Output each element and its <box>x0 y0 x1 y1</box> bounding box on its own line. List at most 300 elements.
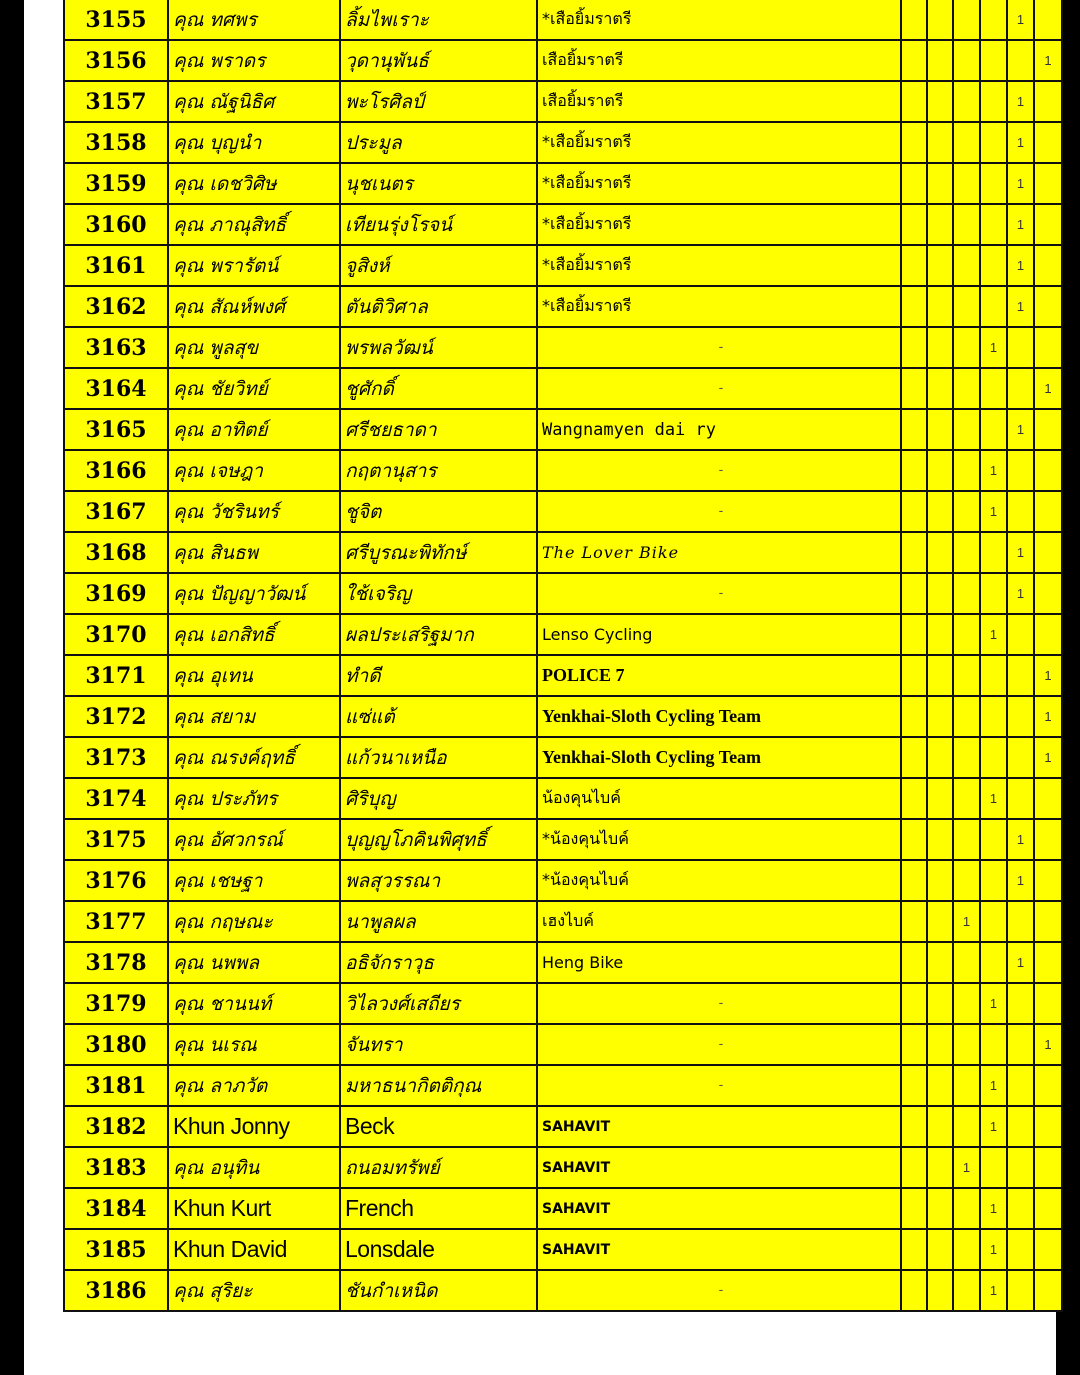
team-name: - <box>537 327 901 368</box>
category-mark-2 <box>953 0 980 40</box>
table-row <box>64 1270 1062 1311</box>
bib-number: 3179 <box>64 983 168 1024</box>
category-mark-3 <box>980 0 1007 40</box>
category-mark-0 <box>901 491 927 532</box>
table-row <box>64 983 1062 1024</box>
category-mark-2 <box>953 1065 980 1106</box>
category-mark-5: 1 <box>1034 40 1062 81</box>
bib-number: 3158 <box>64 122 168 163</box>
last-name: เทียนรุ่งโรจน์ <box>340 204 537 245</box>
category-mark-0 <box>901 901 927 942</box>
category-mark-5: 1 <box>1034 696 1062 737</box>
last-name: ชูศักดิ์ <box>340 368 537 409</box>
first-name: คุณ ทศพร <box>168 0 340 40</box>
team-name: - <box>537 573 901 614</box>
table-row <box>64 368 1062 409</box>
category-mark-4 <box>1007 450 1034 491</box>
category-mark-5 <box>1034 901 1062 942</box>
category-mark-0 <box>901 655 927 696</box>
category-mark-3 <box>980 204 1007 245</box>
first-name: คุณ สยาม <box>168 696 340 737</box>
category-mark-5 <box>1034 1065 1062 1106</box>
category-mark-4 <box>1007 327 1034 368</box>
team-name: *น้องคุนไบค์ <box>537 819 901 860</box>
category-mark-0 <box>901 122 927 163</box>
table-row <box>64 450 1062 491</box>
bib-number: 3182 <box>64 1106 168 1147</box>
category-mark-2 <box>953 491 980 532</box>
category-mark-4: 1 <box>1007 122 1034 163</box>
category-mark-1 <box>927 778 953 819</box>
category-mark-2 <box>953 655 980 696</box>
category-mark-4 <box>1007 1188 1034 1229</box>
category-mark-1 <box>927 327 953 368</box>
category-mark-1 <box>927 614 953 655</box>
team-name: *เสือยิ้มราตรี <box>537 286 901 327</box>
table-row <box>64 1024 1062 1065</box>
first-name: Khun David <box>168 1229 340 1270</box>
bib-number: 3162 <box>64 286 168 327</box>
last-name: Lonsdale <box>340 1229 537 1270</box>
table-row <box>64 901 1062 942</box>
category-mark-2 <box>953 1106 980 1147</box>
first-name: คุณ สินธพ <box>168 532 340 573</box>
category-mark-2 <box>953 204 980 245</box>
category-mark-5: 1 <box>1034 655 1062 696</box>
category-mark-4 <box>1007 1065 1034 1106</box>
table-row <box>64 491 1062 532</box>
bib-number: 3160 <box>64 204 168 245</box>
category-mark-2 <box>953 286 980 327</box>
team-name: - <box>537 450 901 491</box>
category-mark-4 <box>1007 40 1034 81</box>
category-mark-0 <box>901 942 927 983</box>
category-mark-3 <box>980 1024 1007 1065</box>
category-mark-3 <box>980 368 1007 409</box>
first-name: คุณ อุเทน <box>168 655 340 696</box>
category-mark-5: 1 <box>1034 1024 1062 1065</box>
category-mark-4: 1 <box>1007 819 1034 860</box>
category-mark-3 <box>980 163 1007 204</box>
category-mark-4: 1 <box>1007 204 1034 245</box>
first-name: คุณ ชัยวิทย์ <box>168 368 340 409</box>
category-mark-3 <box>980 81 1007 122</box>
table-row <box>64 327 1062 368</box>
category-mark-3 <box>980 573 1007 614</box>
bib-number: 3169 <box>64 573 168 614</box>
last-name: ชูจิต <box>340 491 537 532</box>
last-name: จันทรา <box>340 1024 537 1065</box>
first-name: คุณ ภาณุสิทธิ์ <box>168 204 340 245</box>
category-mark-5 <box>1034 245 1062 286</box>
first-name: คุณ สัณห์พงศ์ <box>168 286 340 327</box>
category-mark-5: 1 <box>1034 737 1062 778</box>
team-name: - <box>537 491 901 532</box>
category-mark-1 <box>927 1065 953 1106</box>
category-mark-1 <box>927 655 953 696</box>
last-name: ชันกำเหนิด <box>340 1270 537 1311</box>
category-mark-3 <box>980 737 1007 778</box>
last-name: จูสิงห์ <box>340 245 537 286</box>
last-name: ประมูล <box>340 122 537 163</box>
category-mark-0 <box>901 778 927 819</box>
category-mark-4 <box>1007 737 1034 778</box>
participant-table <box>63 0 1063 1312</box>
category-mark-2 <box>953 1188 980 1229</box>
category-mark-3 <box>980 1147 1007 1188</box>
first-name: คุณ ปัญญาวัฒน์ <box>168 573 340 614</box>
category-mark-5 <box>1034 860 1062 901</box>
team-name: *น้องคุนไบค์ <box>537 860 901 901</box>
category-mark-2 <box>953 1270 980 1311</box>
category-mark-1 <box>927 819 953 860</box>
first-name: คุณ พูลสุข <box>168 327 340 368</box>
table-row <box>64 409 1062 450</box>
category-mark-4: 1 <box>1007 81 1034 122</box>
first-name: คุณ ณัฐนิธิศ <box>168 81 340 122</box>
category-mark-2 <box>953 532 980 573</box>
first-name: คุณ ลาภวัต <box>168 1065 340 1106</box>
bib-number: 3178 <box>64 942 168 983</box>
category-mark-5 <box>1034 778 1062 819</box>
table-row <box>64 778 1062 819</box>
bib-number: 3164 <box>64 368 168 409</box>
bib-number: 3181 <box>64 1065 168 1106</box>
bib-number: 3177 <box>64 901 168 942</box>
category-mark-3 <box>980 40 1007 81</box>
bib-number: 3174 <box>64 778 168 819</box>
bib-number: 3165 <box>64 409 168 450</box>
last-name: อธิจักราวุธ <box>340 942 537 983</box>
category-mark-1 <box>927 409 953 450</box>
last-name: แซ่แต้ <box>340 696 537 737</box>
category-mark-4: 1 <box>1007 860 1034 901</box>
first-name: คุณ เจษฎา <box>168 450 340 491</box>
bib-number: 3176 <box>64 860 168 901</box>
category-mark-1 <box>927 1270 953 1311</box>
category-mark-0 <box>901 81 927 122</box>
category-mark-1 <box>927 368 953 409</box>
team-name: *เสือยิ้มราตรี <box>537 245 901 286</box>
category-mark-3 <box>980 696 1007 737</box>
last-name: แก้วนาเหนือ <box>340 737 537 778</box>
table-row <box>64 942 1062 983</box>
category-mark-0 <box>901 1147 927 1188</box>
category-mark-0 <box>901 819 927 860</box>
bib-number: 3186 <box>64 1270 168 1311</box>
table-row <box>64 204 1062 245</box>
category-mark-3 <box>980 860 1007 901</box>
category-mark-3: 1 <box>980 327 1007 368</box>
category-mark-4 <box>1007 1147 1034 1188</box>
category-mark-0 <box>901 204 927 245</box>
category-mark-0 <box>901 573 927 614</box>
category-mark-1 <box>927 942 953 983</box>
first-name: คุณ ประภัทร <box>168 778 340 819</box>
first-name: คุณ เอกสิทธิ์ <box>168 614 340 655</box>
team-name: - <box>537 368 901 409</box>
category-mark-2 <box>953 778 980 819</box>
category-mark-5 <box>1034 409 1062 450</box>
last-name: วุดานุพันธ์ <box>340 40 537 81</box>
bib-number: 3183 <box>64 1147 168 1188</box>
category-mark-4: 1 <box>1007 573 1034 614</box>
first-name: Khun Kurt <box>168 1188 340 1229</box>
category-mark-0 <box>901 532 927 573</box>
category-mark-0 <box>901 327 927 368</box>
category-mark-0 <box>901 614 927 655</box>
category-mark-3: 1 <box>980 1270 1007 1311</box>
category-mark-3: 1 <box>980 1188 1007 1229</box>
category-mark-0 <box>901 450 927 491</box>
table-row <box>64 81 1062 122</box>
category-mark-1 <box>927 573 953 614</box>
category-mark-0 <box>901 368 927 409</box>
category-mark-5 <box>1034 614 1062 655</box>
category-mark-2 <box>953 1229 980 1270</box>
category-mark-0 <box>901 163 927 204</box>
category-mark-0 <box>901 286 927 327</box>
category-mark-1 <box>927 204 953 245</box>
category-mark-1 <box>927 1188 953 1229</box>
team-name: น้องคุนไบค์ <box>537 778 901 819</box>
category-mark-0 <box>901 696 927 737</box>
team-name: - <box>537 1065 901 1106</box>
last-name: Beck <box>340 1106 537 1147</box>
category-mark-5 <box>1034 286 1062 327</box>
team-name: SAHAVIT <box>537 1147 901 1188</box>
category-mark-4: 1 <box>1007 532 1034 573</box>
bib-number: 3166 <box>64 450 168 491</box>
first-name: คุณ บุญนำ <box>168 122 340 163</box>
category-mark-2 <box>953 1024 980 1065</box>
category-mark-3 <box>980 819 1007 860</box>
category-mark-2 <box>953 122 980 163</box>
last-name: ตันติวิศาล <box>340 286 537 327</box>
last-name: นุชเนตร <box>340 163 537 204</box>
table-row <box>64 819 1062 860</box>
last-name: มหาธนากิตติกุณ <box>340 1065 537 1106</box>
category-mark-5 <box>1034 1106 1062 1147</box>
category-mark-5 <box>1034 450 1062 491</box>
category-mark-2 <box>953 942 980 983</box>
table-row <box>64 0 1062 40</box>
category-mark-0 <box>901 40 927 81</box>
first-name: คุณ อัศวกรณ์ <box>168 819 340 860</box>
category-mark-4 <box>1007 368 1034 409</box>
category-mark-5 <box>1034 942 1062 983</box>
category-mark-1 <box>927 122 953 163</box>
category-mark-3: 1 <box>980 778 1007 819</box>
category-mark-2 <box>953 696 980 737</box>
category-mark-4 <box>1007 778 1034 819</box>
last-name: ถนอมทรัพย์ <box>340 1147 537 1188</box>
category-mark-5 <box>1034 204 1062 245</box>
bib-number: 3168 <box>64 532 168 573</box>
category-mark-2: 1 <box>953 1147 980 1188</box>
team-name: SAHAVIT <box>537 1229 901 1270</box>
table-row <box>64 163 1062 204</box>
team-name: The Lover Bike <box>537 532 901 573</box>
last-name: ศรีชยธาดา <box>340 409 537 450</box>
bib-number: 3155 <box>64 0 168 40</box>
table-row <box>64 737 1062 778</box>
category-mark-3 <box>980 655 1007 696</box>
category-mark-2 <box>953 860 980 901</box>
category-mark-2 <box>953 245 980 286</box>
category-mark-1 <box>927 81 953 122</box>
category-mark-1 <box>927 901 953 942</box>
category-mark-1 <box>927 1106 953 1147</box>
category-mark-1 <box>927 491 953 532</box>
category-mark-5: 1 <box>1034 368 1062 409</box>
first-name: คุณ อนุทิน <box>168 1147 340 1188</box>
category-mark-2 <box>953 983 980 1024</box>
category-mark-3: 1 <box>980 1065 1007 1106</box>
last-name: French <box>340 1188 537 1229</box>
category-mark-5 <box>1034 81 1062 122</box>
category-mark-1 <box>927 532 953 573</box>
category-mark-2 <box>953 573 980 614</box>
category-mark-3 <box>980 942 1007 983</box>
last-name: วิไลวงศ์เสถียร <box>340 983 537 1024</box>
category-mark-2 <box>953 409 980 450</box>
category-mark-5 <box>1034 983 1062 1024</box>
table-row <box>64 573 1062 614</box>
category-mark-0 <box>901 1188 927 1229</box>
bib-number: 3157 <box>64 81 168 122</box>
team-name: Lenso Cycling <box>537 614 901 655</box>
bib-number: 3163 <box>64 327 168 368</box>
team-name: *เสือยิ้มราตรี <box>537 163 901 204</box>
category-mark-0 <box>901 0 927 40</box>
category-mark-5 <box>1034 573 1062 614</box>
category-mark-4: 1 <box>1007 409 1034 450</box>
category-mark-2 <box>953 368 980 409</box>
category-mark-1 <box>927 245 953 286</box>
category-mark-5 <box>1034 122 1062 163</box>
table-row <box>64 122 1062 163</box>
team-name: Heng Bike <box>537 942 901 983</box>
category-mark-5 <box>1034 163 1062 204</box>
bib-number: 3170 <box>64 614 168 655</box>
category-mark-0 <box>901 245 927 286</box>
category-mark-4: 1 <box>1007 0 1034 40</box>
team-name: *เสือยิ้มราตรี <box>537 0 901 40</box>
category-mark-2: 1 <box>953 901 980 942</box>
table-row <box>64 1106 1062 1147</box>
category-mark-5 <box>1034 327 1062 368</box>
last-name: บุญญโภคินพิศุทธิ์ <box>340 819 537 860</box>
team-name: Yenkhai-Sloth Cycling Team <box>537 737 901 778</box>
table-row <box>64 655 1062 696</box>
bib-number: 3171 <box>64 655 168 696</box>
category-mark-5 <box>1034 532 1062 573</box>
team-name: เฮงไบค์ <box>537 901 901 942</box>
table-row <box>64 696 1062 737</box>
category-mark-4 <box>1007 983 1034 1024</box>
category-mark-5 <box>1034 1229 1062 1270</box>
category-mark-1 <box>927 40 953 81</box>
category-mark-5 <box>1034 1270 1062 1311</box>
last-name: กฤตานุสาร <box>340 450 537 491</box>
category-mark-2 <box>953 614 980 655</box>
category-mark-3 <box>980 409 1007 450</box>
last-name: พะโรศิลป์ <box>340 81 537 122</box>
category-mark-1 <box>927 450 953 491</box>
first-name: คุณ พราดร <box>168 40 340 81</box>
table-row <box>64 532 1062 573</box>
category-mark-4 <box>1007 1270 1034 1311</box>
category-mark-0 <box>901 1270 927 1311</box>
team-name: เสือยิ้มราตรี <box>537 40 901 81</box>
table-row <box>64 40 1062 81</box>
bib-number: 3161 <box>64 245 168 286</box>
team-name: Yenkhai-Sloth Cycling Team <box>537 696 901 737</box>
first-name: คุณ นพพล <box>168 942 340 983</box>
team-name: *เสือยิ้มราตรี <box>537 122 901 163</box>
first-name: คุณ พรารัตน์ <box>168 245 340 286</box>
category-mark-2 <box>953 40 980 81</box>
last-name: ลิ้มไพเราะ <box>340 0 537 40</box>
team-name: *เสือยิ้มราตรี <box>537 204 901 245</box>
category-mark-1 <box>927 286 953 327</box>
category-mark-1 <box>927 1024 953 1065</box>
category-mark-3: 1 <box>980 1106 1007 1147</box>
category-mark-5 <box>1034 1147 1062 1188</box>
table-row <box>64 860 1062 901</box>
category-mark-1 <box>927 163 953 204</box>
category-mark-0 <box>901 1229 927 1270</box>
category-mark-3: 1 <box>980 614 1007 655</box>
category-mark-1 <box>927 696 953 737</box>
category-mark-4 <box>1007 696 1034 737</box>
bib-number: 3180 <box>64 1024 168 1065</box>
category-mark-4 <box>1007 1229 1034 1270</box>
category-mark-3 <box>980 245 1007 286</box>
category-mark-4 <box>1007 655 1034 696</box>
category-mark-0 <box>901 860 927 901</box>
table-row <box>64 1229 1062 1270</box>
category-mark-4 <box>1007 1024 1034 1065</box>
last-name: ศิริบุญ <box>340 778 537 819</box>
category-mark-4 <box>1007 1106 1034 1147</box>
team-name: - <box>537 983 901 1024</box>
table-row <box>64 1147 1062 1188</box>
category-mark-5 <box>1034 819 1062 860</box>
category-mark-1 <box>927 983 953 1024</box>
first-name: คุณ ชานนท์ <box>168 983 340 1024</box>
category-mark-4 <box>1007 614 1034 655</box>
table-row <box>64 245 1062 286</box>
bib-number: 3156 <box>64 40 168 81</box>
category-mark-3 <box>980 532 1007 573</box>
category-mark-1 <box>927 0 953 40</box>
first-name: Khun Jonny <box>168 1106 340 1147</box>
category-mark-2 <box>953 81 980 122</box>
category-mark-0 <box>901 737 927 778</box>
first-name: คุณ ณรงค์ฤทธิ์ <box>168 737 340 778</box>
table-row <box>64 614 1062 655</box>
category-mark-0 <box>901 1106 927 1147</box>
last-name: ศรีบูรณะพิทักษ์ <box>340 532 537 573</box>
category-mark-1 <box>927 737 953 778</box>
category-mark-4: 1 <box>1007 163 1034 204</box>
table-row <box>64 1188 1062 1229</box>
category-mark-0 <box>901 1024 927 1065</box>
last-name: พรพลวัฒน์ <box>340 327 537 368</box>
category-mark-0 <box>901 983 927 1024</box>
